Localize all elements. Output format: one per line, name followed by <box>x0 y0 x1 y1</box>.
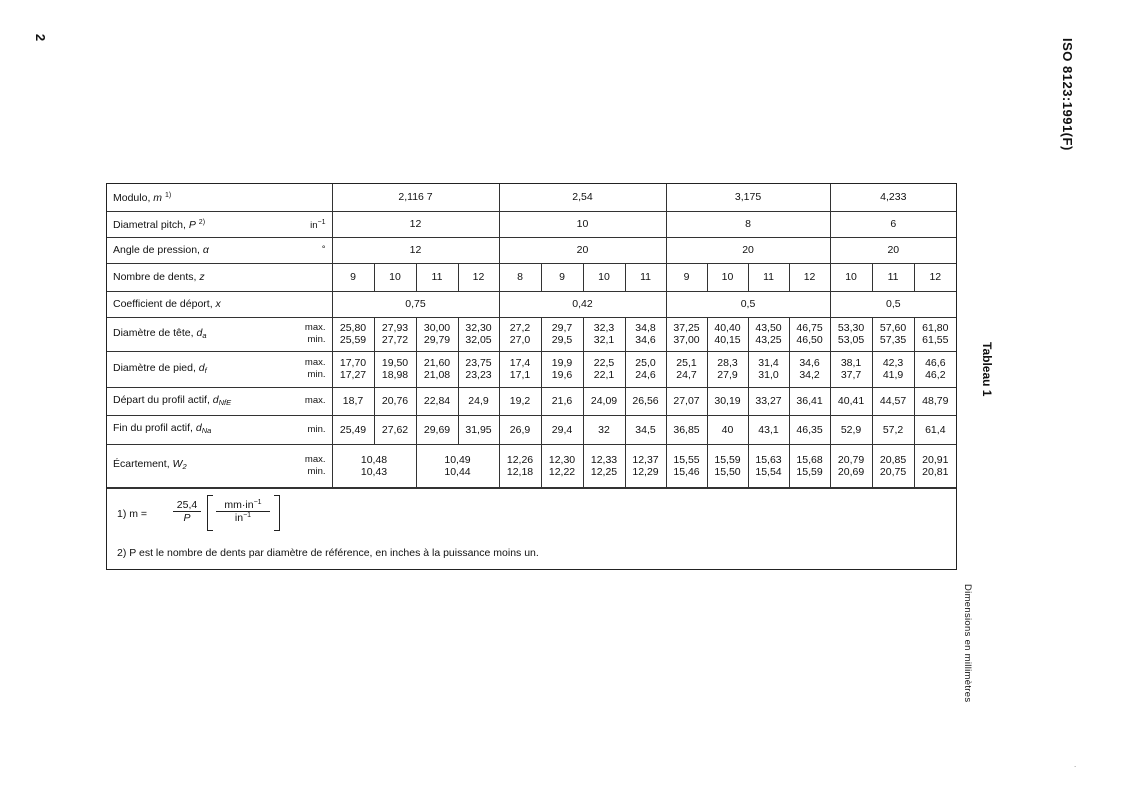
unit-spacing: max. min. <box>295 444 332 487</box>
spacing-cell: 15,63 15,54 <box>748 444 789 487</box>
end-cell: 32 <box>583 415 625 444</box>
formula-denominator: P <box>183 511 191 524</box>
label-tip-diameter: Diamètre de tête, $d_a$ <box>107 317 295 351</box>
root-cell: 22,5 22,1 <box>583 351 625 387</box>
root-cell: 25,1 24,7 <box>666 351 707 387</box>
end-cell: 34,5 <box>625 415 666 444</box>
start-cell: 44,57 <box>872 387 914 415</box>
spacing-cell: 12,30 12,22 <box>541 444 583 487</box>
start-cell: 24,9 <box>458 387 499 415</box>
bracket-right <box>274 495 280 531</box>
tip-cell: 30,00 29,79 <box>416 317 458 351</box>
row-module <box>107 184 956 211</box>
spacing-cell: 12,37 12,29 <box>625 444 666 487</box>
root-cell: 28,3 27,9 <box>707 351 748 387</box>
row-tip-diameter <box>107 317 956 351</box>
spacing-cell: 15,68 15,59 <box>789 444 830 487</box>
tip-cell: 34,8 34,6 <box>625 317 666 351</box>
end-cell: 57,2 <box>872 415 914 444</box>
offset-group-2: 0,42 <box>499 291 666 317</box>
start-cell: 26,56 <box>625 387 666 415</box>
root-cell: 21,60 21,08 <box>416 351 458 387</box>
start-cell: 48,79 <box>914 387 956 415</box>
tip-cell: 37,25 37,00 <box>666 317 707 351</box>
root-cell: 25,0 24,6 <box>625 351 666 387</box>
label-spacing: Écartement, $W_2$ <box>107 444 295 487</box>
teeth-cell: 11 <box>872 263 914 291</box>
teeth-cell: 11 <box>748 263 789 291</box>
row-teeth-count <box>107 263 956 291</box>
pitch-group-4: 6 <box>830 211 956 237</box>
end-cell: 40 <box>707 415 748 444</box>
teeth-cell: 11 <box>625 263 666 291</box>
end-cell: 31,95 <box>458 415 499 444</box>
label-active-profile-start: Départ du profil actif, $d_{NfE}$ <box>107 387 295 415</box>
tip-cell: 40,40 40,15 <box>707 317 748 351</box>
teeth-cell: 10 <box>830 263 872 291</box>
angle-group-4: 20 <box>830 237 956 263</box>
tip-cell: 61,80 61,55 <box>914 317 956 351</box>
root-cell: 19,50 18,98 <box>374 351 416 387</box>
spacing-cell: 20,91 20,81 <box>914 444 956 487</box>
offset-group-3: 0,5 <box>666 291 830 317</box>
row-active-profile-start <box>107 387 956 415</box>
label-offset-coefficient: Coefficient de déport, x <box>107 291 295 317</box>
end-cell: 29,4 <box>541 415 583 444</box>
root-cell: 31,4 31,0 <box>748 351 789 387</box>
end-cell: 27,62 <box>374 415 416 444</box>
spacing-cell: 15,59 15,50 <box>707 444 748 487</box>
spacing-pair-cell: 10,49 10,44 <box>416 444 499 487</box>
angle-group-3: 20 <box>666 237 830 263</box>
offset-group-4: 0,5 <box>830 291 956 317</box>
note-2-text: 2) P est le nombre de dents par diamètre de référence, en inches à la puissance moins un. <box>117 546 539 559</box>
angle-group-1: 12 <box>332 237 499 263</box>
start-cell: 27,07 <box>666 387 707 415</box>
teeth-cell: 10 <box>374 263 416 291</box>
start-cell: 40,41 <box>830 387 872 415</box>
end-cell: 61,4 <box>914 415 956 444</box>
tip-cell: 46,75 46,50 <box>789 317 830 351</box>
teeth-cell: 8 <box>499 263 541 291</box>
root-cell: 38,1 37,7 <box>830 351 872 387</box>
tip-cell: 27,2 27,0 <box>499 317 541 351</box>
spacing-pair-cell: 10,48 10,43 <box>332 444 416 487</box>
label-module: Modulo, m $^{1)}$ <box>107 184 295 211</box>
unit-offset-coefficient <box>295 291 332 317</box>
root-cell: 46,6 46,2 <box>914 351 956 387</box>
unit-numerator: $mm\cdot in^{-1}$ <box>216 499 270 512</box>
teeth-cell: 11 <box>416 263 458 291</box>
table-notes <box>107 488 956 569</box>
spacing-cell: 20,79 20,69 <box>830 444 872 487</box>
end-cell: 29,69 <box>416 415 458 444</box>
root-cell: 19,9 19,6 <box>541 351 583 387</box>
teeth-cell: 12 <box>789 263 830 291</box>
unit-pressure-angle: ° <box>295 237 332 263</box>
start-cell: 24,09 <box>583 387 625 415</box>
unit-denominator: $in^{-1}$ <box>234 511 252 524</box>
start-cell: 18,7 <box>332 387 374 415</box>
gear-data-table <box>107 184 956 488</box>
gear-data-table-frame <box>106 183 957 570</box>
teeth-cell: 9 <box>666 263 707 291</box>
spacing-cell: 15,55 15,46 <box>666 444 707 487</box>
note-1-lead: 1) m = <box>117 507 148 520</box>
unit-tip-diameter: max. min. <box>295 317 332 351</box>
label-root-diameter: Diamètre de pied, $d_f$ <box>107 351 295 387</box>
teeth-cell: 12 <box>458 263 499 291</box>
units-note: Dimensions en millimètres <box>962 584 973 703</box>
start-cell: 22,84 <box>416 387 458 415</box>
root-cell: 34,6 34,2 <box>789 351 830 387</box>
row-root-diameter <box>107 351 956 387</box>
teeth-cell: 10 <box>583 263 625 291</box>
formula-fraction <box>173 499 201 524</box>
label-pressure-angle: Angle de pression, α <box>107 237 295 263</box>
start-cell: 20,76 <box>374 387 416 415</box>
root-cell: 17,4 17,1 <box>499 351 541 387</box>
unit-teeth-count <box>295 263 332 291</box>
start-cell: 33,27 <box>748 387 789 415</box>
page-number: 2 <box>33 33 49 42</box>
teeth-cell: 9 <box>332 263 374 291</box>
tip-cell: 57,60 57,35 <box>872 317 914 351</box>
teeth-cell: 10 <box>707 263 748 291</box>
label-active-profile-end: Fin du profil actif, $d_{Na}$ <box>107 415 295 444</box>
table-caption: Tableau 1 <box>980 342 994 397</box>
row-active-profile-end <box>107 415 956 444</box>
spacing-cell: 12,26 12,18 <box>499 444 541 487</box>
end-cell: 46,35 <box>789 415 830 444</box>
unit-root-diameter: max. min. <box>295 351 332 387</box>
tip-cell: 43,50 43,25 <box>748 317 789 351</box>
module-group-2: 2,54 <box>499 184 666 211</box>
offset-group-1: 0,75 <box>332 291 499 317</box>
end-cell: 36,85 <box>666 415 707 444</box>
start-cell: 30,19 <box>707 387 748 415</box>
teeth-cell: 12 <box>914 263 956 291</box>
tip-cell: 32,3 32,1 <box>583 317 625 351</box>
row-spacing <box>107 444 956 487</box>
start-cell: 21,6 <box>541 387 583 415</box>
root-cell: 42,3 41,9 <box>872 351 914 387</box>
module-group-3: 3,175 <box>666 184 830 211</box>
unit-fraction <box>216 499 270 524</box>
row-diametral-pitch <box>107 211 956 237</box>
unit-active-profile-start: max. <box>295 387 332 415</box>
angle-group-2: 20 <box>499 237 666 263</box>
pitch-group-2: 10 <box>499 211 666 237</box>
spacing-cell: 12,33 12,25 <box>583 444 625 487</box>
end-cell: 25,49 <box>332 415 374 444</box>
row-offset-coefficient <box>107 291 956 317</box>
end-cell: 43,1 <box>748 415 789 444</box>
label-teeth-count: Nombre de dents, z <box>107 263 295 291</box>
bracket-left <box>207 495 213 531</box>
module-group-4: 4,233 <box>830 184 956 211</box>
start-cell: 19,2 <box>499 387 541 415</box>
standard-reference: ISO 8123:1991(F) <box>1060 38 1075 151</box>
tip-cell: 27,93 27,72 <box>374 317 416 351</box>
root-cell: 17,70 17,27 <box>332 351 374 387</box>
tip-cell: 32,30 32,05 <box>458 317 499 351</box>
root-cell: 23,75 23,23 <box>458 351 499 387</box>
end-cell: 26,9 <box>499 415 541 444</box>
spacing-cell: 20,85 20,75 <box>872 444 914 487</box>
unit-active-profile-end: min. <box>295 415 332 444</box>
corner-mark: . <box>1074 760 1077 769</box>
pitch-group-1: 12 <box>332 211 499 237</box>
end-cell: 52,9 <box>830 415 872 444</box>
tip-cell: 29,7 29,5 <box>541 317 583 351</box>
start-cell: 36,41 <box>789 387 830 415</box>
unit-diametral-pitch: $in^{-1}$ <box>295 211 332 237</box>
tip-cell: 53,30 53,05 <box>830 317 872 351</box>
row-pressure-angle <box>107 237 956 263</box>
unit-module <box>295 184 332 211</box>
formula-numerator: 25,4 <box>173 499 201 512</box>
module-group-1: 2,116 7 <box>332 184 499 211</box>
label-diametral-pitch: Diametral pitch, P $^{2)}$ <box>107 211 295 237</box>
tip-cell: 25,80 25,59 <box>332 317 374 351</box>
pitch-group-3: 8 <box>666 211 830 237</box>
teeth-cell: 9 <box>541 263 583 291</box>
